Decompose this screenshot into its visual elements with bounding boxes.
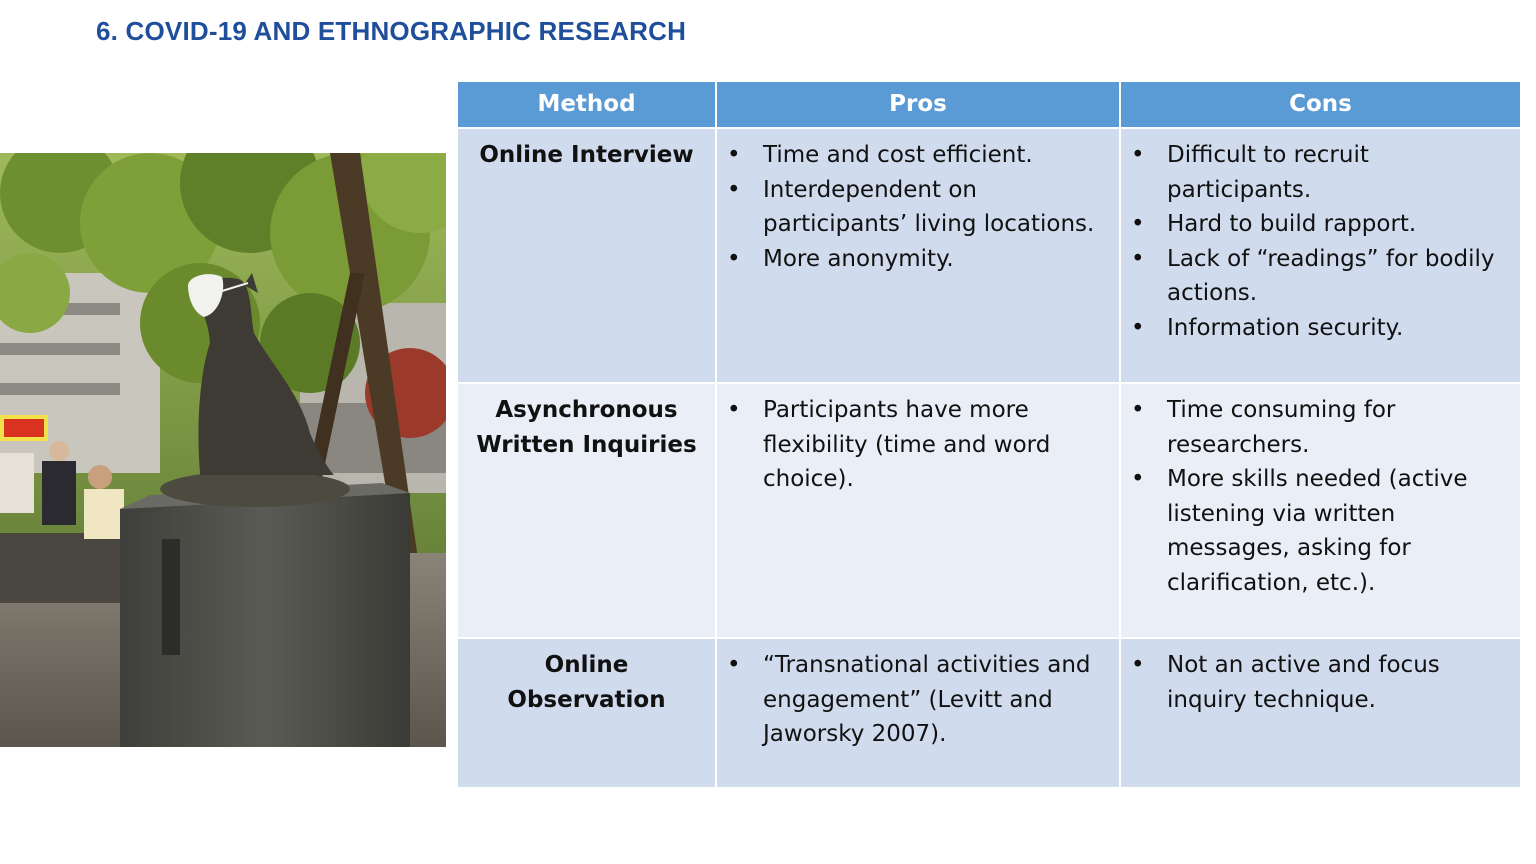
pros-cell [716, 383, 1120, 638]
pros-list [717, 639, 1119, 752]
cons-list [1121, 384, 1520, 600]
method-name: Online Observation [507, 652, 666, 713]
cons-cell [1120, 638, 1521, 788]
list-item: • More skills needed (active listening via written messages, asking for clarification, etc.). [1121, 462, 1512, 600]
list-item: • Interdependent on participants’ living locations. [717, 173, 1111, 242]
table-header-row [457, 81, 1521, 128]
pros-cell [716, 128, 1120, 383]
cons-cell [1120, 383, 1521, 638]
cons-cell [1120, 128, 1521, 383]
slide-title: 6. COVID-19 AND ETHNOGRAPHIC RESEARCH [96, 16, 687, 46]
method-cell [457, 128, 716, 383]
dog-statue-photo [0, 153, 446, 747]
list-item: • Lack of “readings” for bodily actions. [1121, 242, 1512, 311]
pros-cell [716, 638, 1120, 788]
table-row [457, 383, 1521, 638]
list-item: • Time consuming for researchers. [1121, 393, 1512, 462]
list-item: • Information security. [1121, 311, 1512, 346]
header-cons: Cons [1120, 81, 1521, 128]
method-name: Asynchronous Written Inquiries [476, 397, 697, 458]
header-pros: Pros [716, 81, 1120, 128]
list-item: • Time and cost efficient. [717, 138, 1111, 173]
methods-comparison-table [456, 80, 1522, 789]
list-item: • “Transnational activities and engagement” (Levitt and Jaworsky 2007). [717, 648, 1111, 752]
list-item: • Hard to build rapport. [1121, 207, 1512, 242]
table-row [457, 638, 1521, 788]
list-item: • More anonymity. [717, 242, 1111, 277]
method-cell [457, 638, 716, 788]
table-row [457, 128, 1521, 383]
pros-list [717, 129, 1119, 276]
list-item: • Difficult to recruit participants. [1121, 138, 1512, 207]
method-cell [457, 383, 716, 638]
cons-list [1121, 639, 1520, 717]
pros-list [717, 384, 1119, 497]
list-item: • Participants have more flexibility (time and word choice). [717, 393, 1111, 497]
cons-list [1121, 129, 1520, 345]
list-item: • Not an active and focus inquiry technique. [1121, 648, 1512, 717]
header-method: Method [457, 81, 716, 128]
method-name: Online Interview [479, 142, 694, 168]
